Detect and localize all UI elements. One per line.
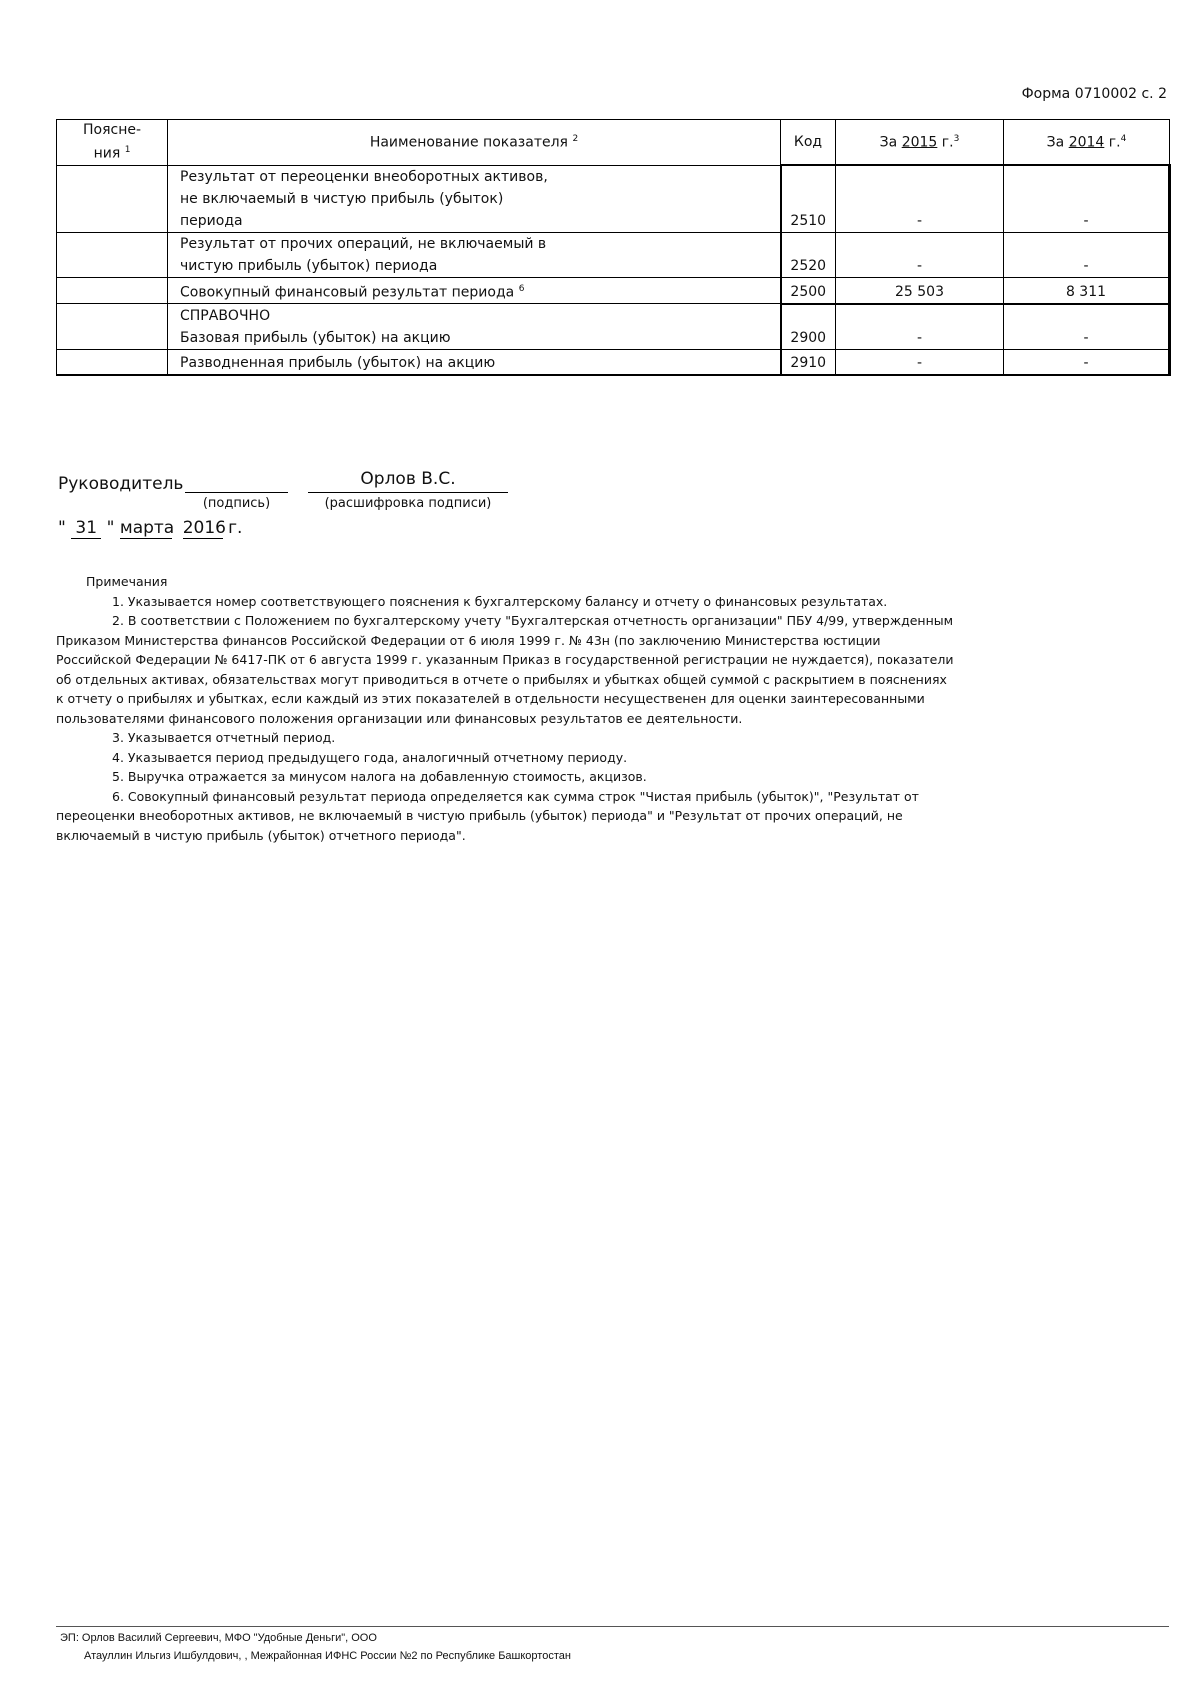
- previous-period-value: 8 311: [1004, 277, 1170, 304]
- footer-divider: [56, 1626, 1169, 1627]
- signatory-name: Орлов В.С.: [308, 468, 508, 493]
- explanation-cell: [57, 165, 168, 232]
- current-period-value: 25 503: [836, 277, 1004, 304]
- date-month: марта: [119, 518, 175, 538]
- note-item: 4. Указывается период предыдущего года, аналогичный отчетному периоду.: [112, 749, 628, 765]
- date-quote-close: ": [106, 518, 115, 538]
- indicator-name: СПРАВОЧНО Базовая прибыль (убыток) на акцию: [168, 304, 781, 350]
- date-quote-open: ": [58, 518, 66, 538]
- date-day: 31: [71, 518, 101, 539]
- explanation-cell: [57, 277, 168, 304]
- previous-period-value: -: [1004, 165, 1170, 232]
- note-item: 5. Выручка отражается за минусом налога на добавленную стоимость, акцизов.: [112, 769, 647, 784]
- table-row: [57, 304, 1170, 350]
- signature-line: [185, 468, 288, 493]
- notes-section: [56, 572, 956, 845]
- header-current-period: За 2015 г.$^3$: [836, 120, 1004, 166]
- explanation-cell: [57, 232, 168, 277]
- note-item: 2. В соответствии с Положением по бухгалтерскому учету "Бухгалтерская отчетность организации" ПБУ 4/99, утвержденным Приказом Министерства финансов Российской Федерации от 6 июля 1999 г. № 43н (по заключению Министерства юстиции Российской Федерации № 6417-ПК от 6 августа 1999 г. указанным Приказ в государственной регистрации не нуждается), показатели об отдельных активах, обязательствах могут приводиться в отчете о прибылях и убытках общей суммой с раскрытием в пояснениях к отчету о прибылях и убытках, если каждый из этих показателей в отдельности несущественен для оценки заинтересованными пользователями финансового положения организации или финансовых результатов ее деятельности.: [56, 613, 954, 726]
- current-period-value: -: [836, 350, 1004, 375]
- table-row: [57, 350, 1170, 375]
- explanation-cell: [57, 304, 168, 350]
- date-year: 2016: [182, 518, 226, 538]
- current-period-value: -: [836, 304, 1004, 350]
- previous-period-value: -: [1004, 232, 1170, 277]
- indicator-code: 2520: [781, 232, 836, 277]
- note-item: 1. Указывается номер соответствующего пояснения к бухгалтерскому балансу и отчету о финансовых результатах.: [112, 593, 888, 609]
- indicator-name: Результат от прочих операций, не включаемый в чистую прибыль (убыток) периода: [168, 232, 781, 277]
- current-period-value: -: [836, 232, 1004, 277]
- date-year-suffix: г.: [228, 518, 243, 538]
- signature-date: [58, 518, 242, 539]
- signatory-title: Руководитель: [58, 474, 184, 494]
- indicator-name: Совокупный финансовый результат периода $^6$: [168, 277, 781, 304]
- indicator-code: 2910: [781, 350, 836, 375]
- signature-caption: (подпись): [202, 496, 271, 511]
- indicator-name: Результат от переоценки внеоборотных активов, не включаемый в чистую прибыль (убыток) периода: [168, 165, 781, 232]
- note-item: 3. Указывается отчетный период.: [112, 730, 336, 745]
- current-period-value: -: [836, 165, 1004, 232]
- financial-results-table: [56, 119, 1171, 376]
- table-row: [57, 165, 1170, 232]
- footer-line-2: Атауллин Ильгиз Ишбулдович, , Межрайонная ИФНС России №2 по Республике Башкортостан: [84, 1650, 571, 1662]
- notes-title: Примечания: [86, 574, 168, 589]
- footer-line-1: ЭП: Орлов Василий Сергеевич, МФО "Удобные Деньги", ООО: [60, 1632, 377, 1644]
- decode-caption: (расшифровка подписи): [324, 496, 492, 511]
- header-code: Код: [781, 120, 836, 166]
- previous-period-value: -: [1004, 304, 1170, 350]
- header-explanation: Поясне- ния $^1$: [57, 120, 168, 166]
- table-row: [57, 232, 1170, 277]
- previous-period-value: -: [1004, 350, 1170, 375]
- table-row: [57, 277, 1170, 304]
- indicator-code: 2510: [781, 165, 836, 232]
- indicator-code: 2500: [781, 277, 836, 304]
- indicator-name: Разводненная прибыль (убыток) на акцию: [168, 350, 781, 375]
- note-item: 6. Совокупный финансовый результат периода определяется как сумма строк "Чистая прибыль (убыток)", "Результат от переоценки внеоборотных активов, не включаемый в чистую прибыль (убыток) периода" и "Результат от прочих операций, не включаемый в чистую прибыль (убыток) отчетного периода".: [56, 788, 919, 843]
- table-header-row: [57, 120, 1170, 166]
- explanation-cell: [57, 350, 168, 375]
- indicator-code: 2900: [781, 304, 836, 350]
- header-indicator-name: Наименование показателя $^2$: [168, 120, 781, 166]
- form-code: Форма 0710002 с. 2: [1021, 86, 1167, 102]
- electronic-signature-footer: [60, 1629, 571, 1665]
- header-previous-period: За 2014 г.$^4$: [1004, 120, 1170, 166]
